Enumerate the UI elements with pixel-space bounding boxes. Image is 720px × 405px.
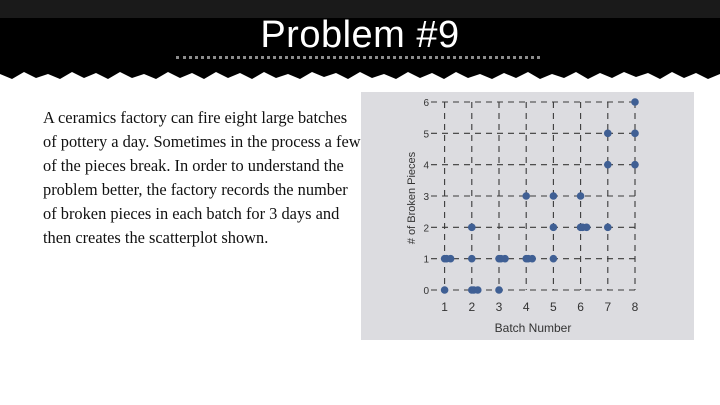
x-tick-label: 3 xyxy=(495,300,503,314)
data-point xyxy=(550,192,558,200)
data-point xyxy=(522,192,530,200)
x-tick-label: 4 xyxy=(522,300,530,314)
x-tick-label: 7 xyxy=(604,300,612,314)
data-point xyxy=(468,255,476,263)
data-point xyxy=(631,161,639,169)
data-point xyxy=(577,192,585,200)
dotted-underline xyxy=(176,56,540,59)
data-point xyxy=(550,224,558,232)
x-tick-label: 1 xyxy=(441,300,448,314)
y-tick-label: 3 xyxy=(423,192,429,203)
data-point xyxy=(604,224,612,232)
data-point xyxy=(550,255,558,263)
data-point xyxy=(604,130,612,138)
y-tick-label: 4 xyxy=(423,160,429,172)
data-point xyxy=(631,98,639,106)
y-tick-label: 0 xyxy=(423,286,429,297)
data-point xyxy=(441,286,449,294)
x-tick-label: 8 xyxy=(631,300,639,314)
slide-title: Problem #9 xyxy=(260,14,460,56)
data-point xyxy=(528,255,536,263)
data-point xyxy=(501,255,509,263)
data-point xyxy=(495,286,503,294)
data-point xyxy=(583,224,591,232)
data-point xyxy=(631,130,639,138)
data-point xyxy=(468,224,476,232)
y-tick-label: 1 xyxy=(423,254,429,266)
x-tick-label: 6 xyxy=(577,300,584,314)
data-point xyxy=(604,161,612,169)
scatterplot-chart xyxy=(361,92,694,340)
y-tick-label: 2 xyxy=(423,223,429,235)
x-tick-label: 2 xyxy=(468,300,476,314)
problem-text: A ceramics factory can fire eight large batches of pottery a day. Sometimes in the process a few of the pieces break. In order to understand the problem better, the factory records the number of broken pieces in each batch for 3 days and then creates the scatterplot shown. xyxy=(43,108,361,248)
y-tick-label: 5 xyxy=(423,129,429,141)
title-bar xyxy=(0,0,720,72)
torn-paper-edge xyxy=(0,66,720,82)
scatterplot-photo xyxy=(361,92,694,340)
x-tick-label: 5 xyxy=(550,300,557,314)
y-tick-label: 6 xyxy=(423,98,429,109)
x-axis-label: Batch Number xyxy=(494,321,572,335)
y-axis-label: # of Broken Pieces xyxy=(406,151,418,245)
data-point xyxy=(474,286,482,294)
data-point xyxy=(447,255,455,263)
